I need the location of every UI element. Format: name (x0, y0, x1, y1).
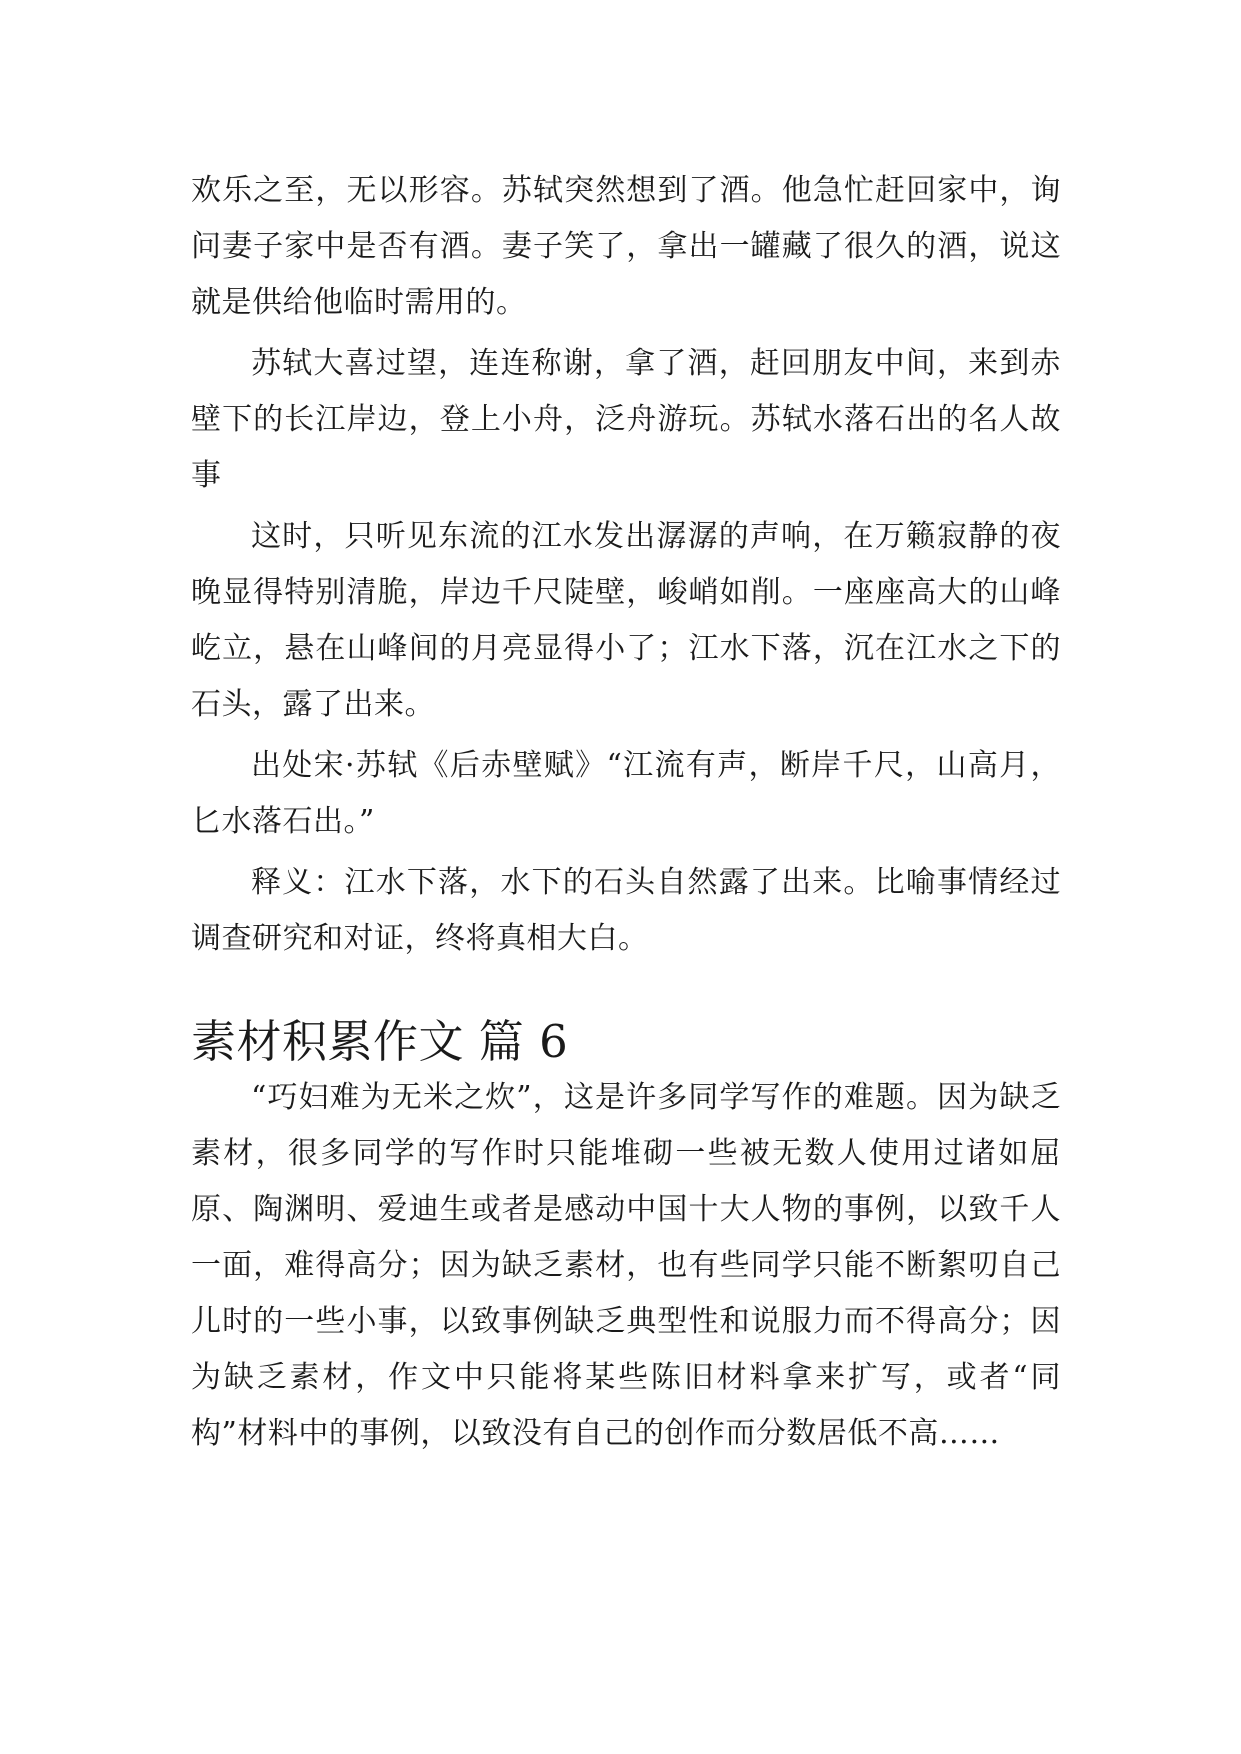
document-body (191, 163, 1061, 1467)
paragraph-3: 这时，只听见东流的江水发出潺潺的声响，在万籁寂静的夜晚显得特别清脆，岸边千尺陡壁，峻峭如削。一座座高大的山峰屹立，悬在山峰间的月亮显得小了；江水下落，沉在江水之下的石头，露了出来。 (191, 519, 1061, 722)
section-heading: 素材积累作文 篇 6 (191, 1015, 569, 1068)
paragraph-6: “巧妇难为无米之炊”，这是许多同学写作的难题。因为缺乏素材，很多同学的写作时只能堆砌一些被无数人使用过诸如屈原、陶渊明、爱迪生或者是感动中国十大人物的事例，以致千人一面，难得高分；因为缺乏素材，也有些同学只能不断絮叨自己儿时的一些小事，以致事例缺乏典型性和说服力而不得高分；因为缺乏素材，作文中只能将某些陈旧材料拿来扩写，或者“同构”材料中的事例，以致没有自己的创作而分数居低不高…… (191, 1080, 1061, 1451)
paragraph-2: 苏轼大喜过望，连连称谢，拿了酒，赶回朋友中间，来到赤壁下的长江岸边，登上小舟，泛舟游玩。苏轼水落石出的名人故事 (191, 346, 1061, 493)
paragraph-1: 欢乐之至，无以形容。苏轼突然想到了酒。他急忙赶回家中，询问妻子家中是否有酒。妻子笑了，拿出一罐藏了很久的酒，说这就是供给他临时需用的。 (191, 173, 1061, 320)
paragraph-5: 释义：江水下落，水下的石头自然露了出来。比喻事情经过调查研究和对证，终将真相大白。 (191, 865, 1061, 956)
paragraph-4: 出处宋·苏轼《后赤壁赋》“江流有声，断岸千尺，山高月，匕水落石出。” (191, 748, 1061, 839)
